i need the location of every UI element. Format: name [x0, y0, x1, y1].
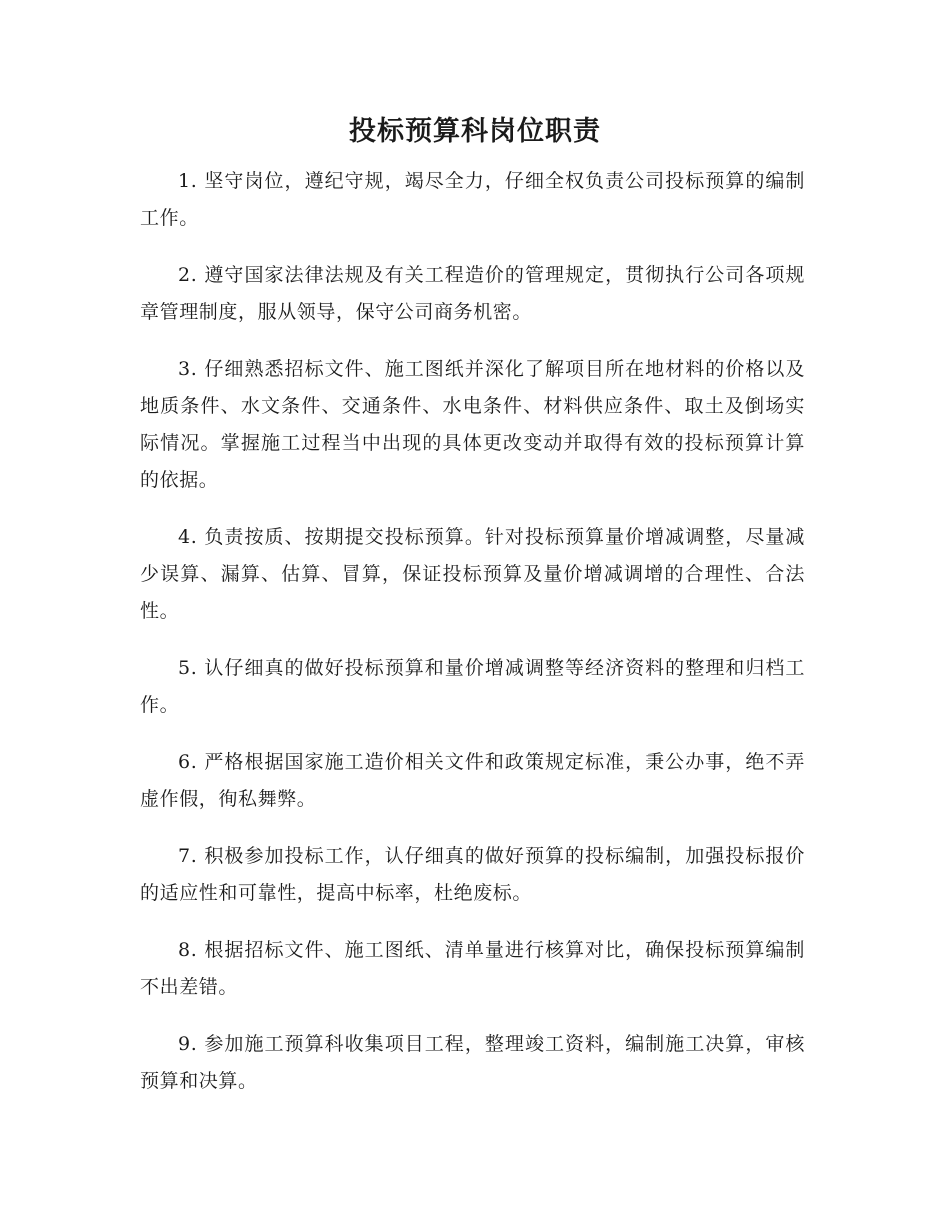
document-body	[140, 163, 805, 1120]
duty-paragraph-9: 9. 参加施工预算科收集项目工程，整理竣工资料，编制施工决算，审核预算和决算。	[140, 1033, 805, 1092]
duty-paragraph-5: 5. 认仔细真的做好投标预算和量价增减调整等经济资料的整理和归档工作。	[140, 657, 805, 716]
duty-paragraph-3: 3. 仔细熟悉招标文件、施工图纸并深化了解项目所在地材料的价格以及地质条件、水文条件、交通条件、水电条件、材料供应条件、取土及倒场实际情况。掌握施工过程当中出现的具体更改变动并取得有效的投标预算计算的依据。	[140, 358, 805, 491]
duty-paragraph-8: 8. 根据招标文件、施工图纸、清单量进行核算对比，确保投标预算编制不出差错。	[140, 939, 805, 998]
document-title: 投标预算科岗位职责	[349, 116, 601, 147]
duty-paragraph-4: 4. 负责按质、按期提交投标预算。针对投标预算量价增减调整，尽量减少误算、漏算、估算、冒算，保证投标预算及量价增减调增的合理性、合法性。	[140, 526, 805, 622]
duty-paragraph-6: 6. 严格根据国家施工造价相关文件和政策规定标准，秉公办事，绝不弄虚作假，徇私舞弊。	[140, 751, 805, 810]
duty-paragraph-2: 2. 遵守国家法律法规及有关工程造价的管理规定，贯彻执行公司各项规章管理制度，服从领导，保守公司商务机密。	[140, 264, 805, 323]
duty-paragraph-1: 1. 坚守岗位，遵纪守规，竭尽全力，仔细全权负责公司投标预算的编制工作。	[140, 170, 805, 229]
duty-paragraph-7: 7. 积极参加投标工作，认仔细真的做好预算的投标编制，加强投标报价的适应性和可靠性，提高中标率，杜绝废标。	[140, 845, 805, 904]
